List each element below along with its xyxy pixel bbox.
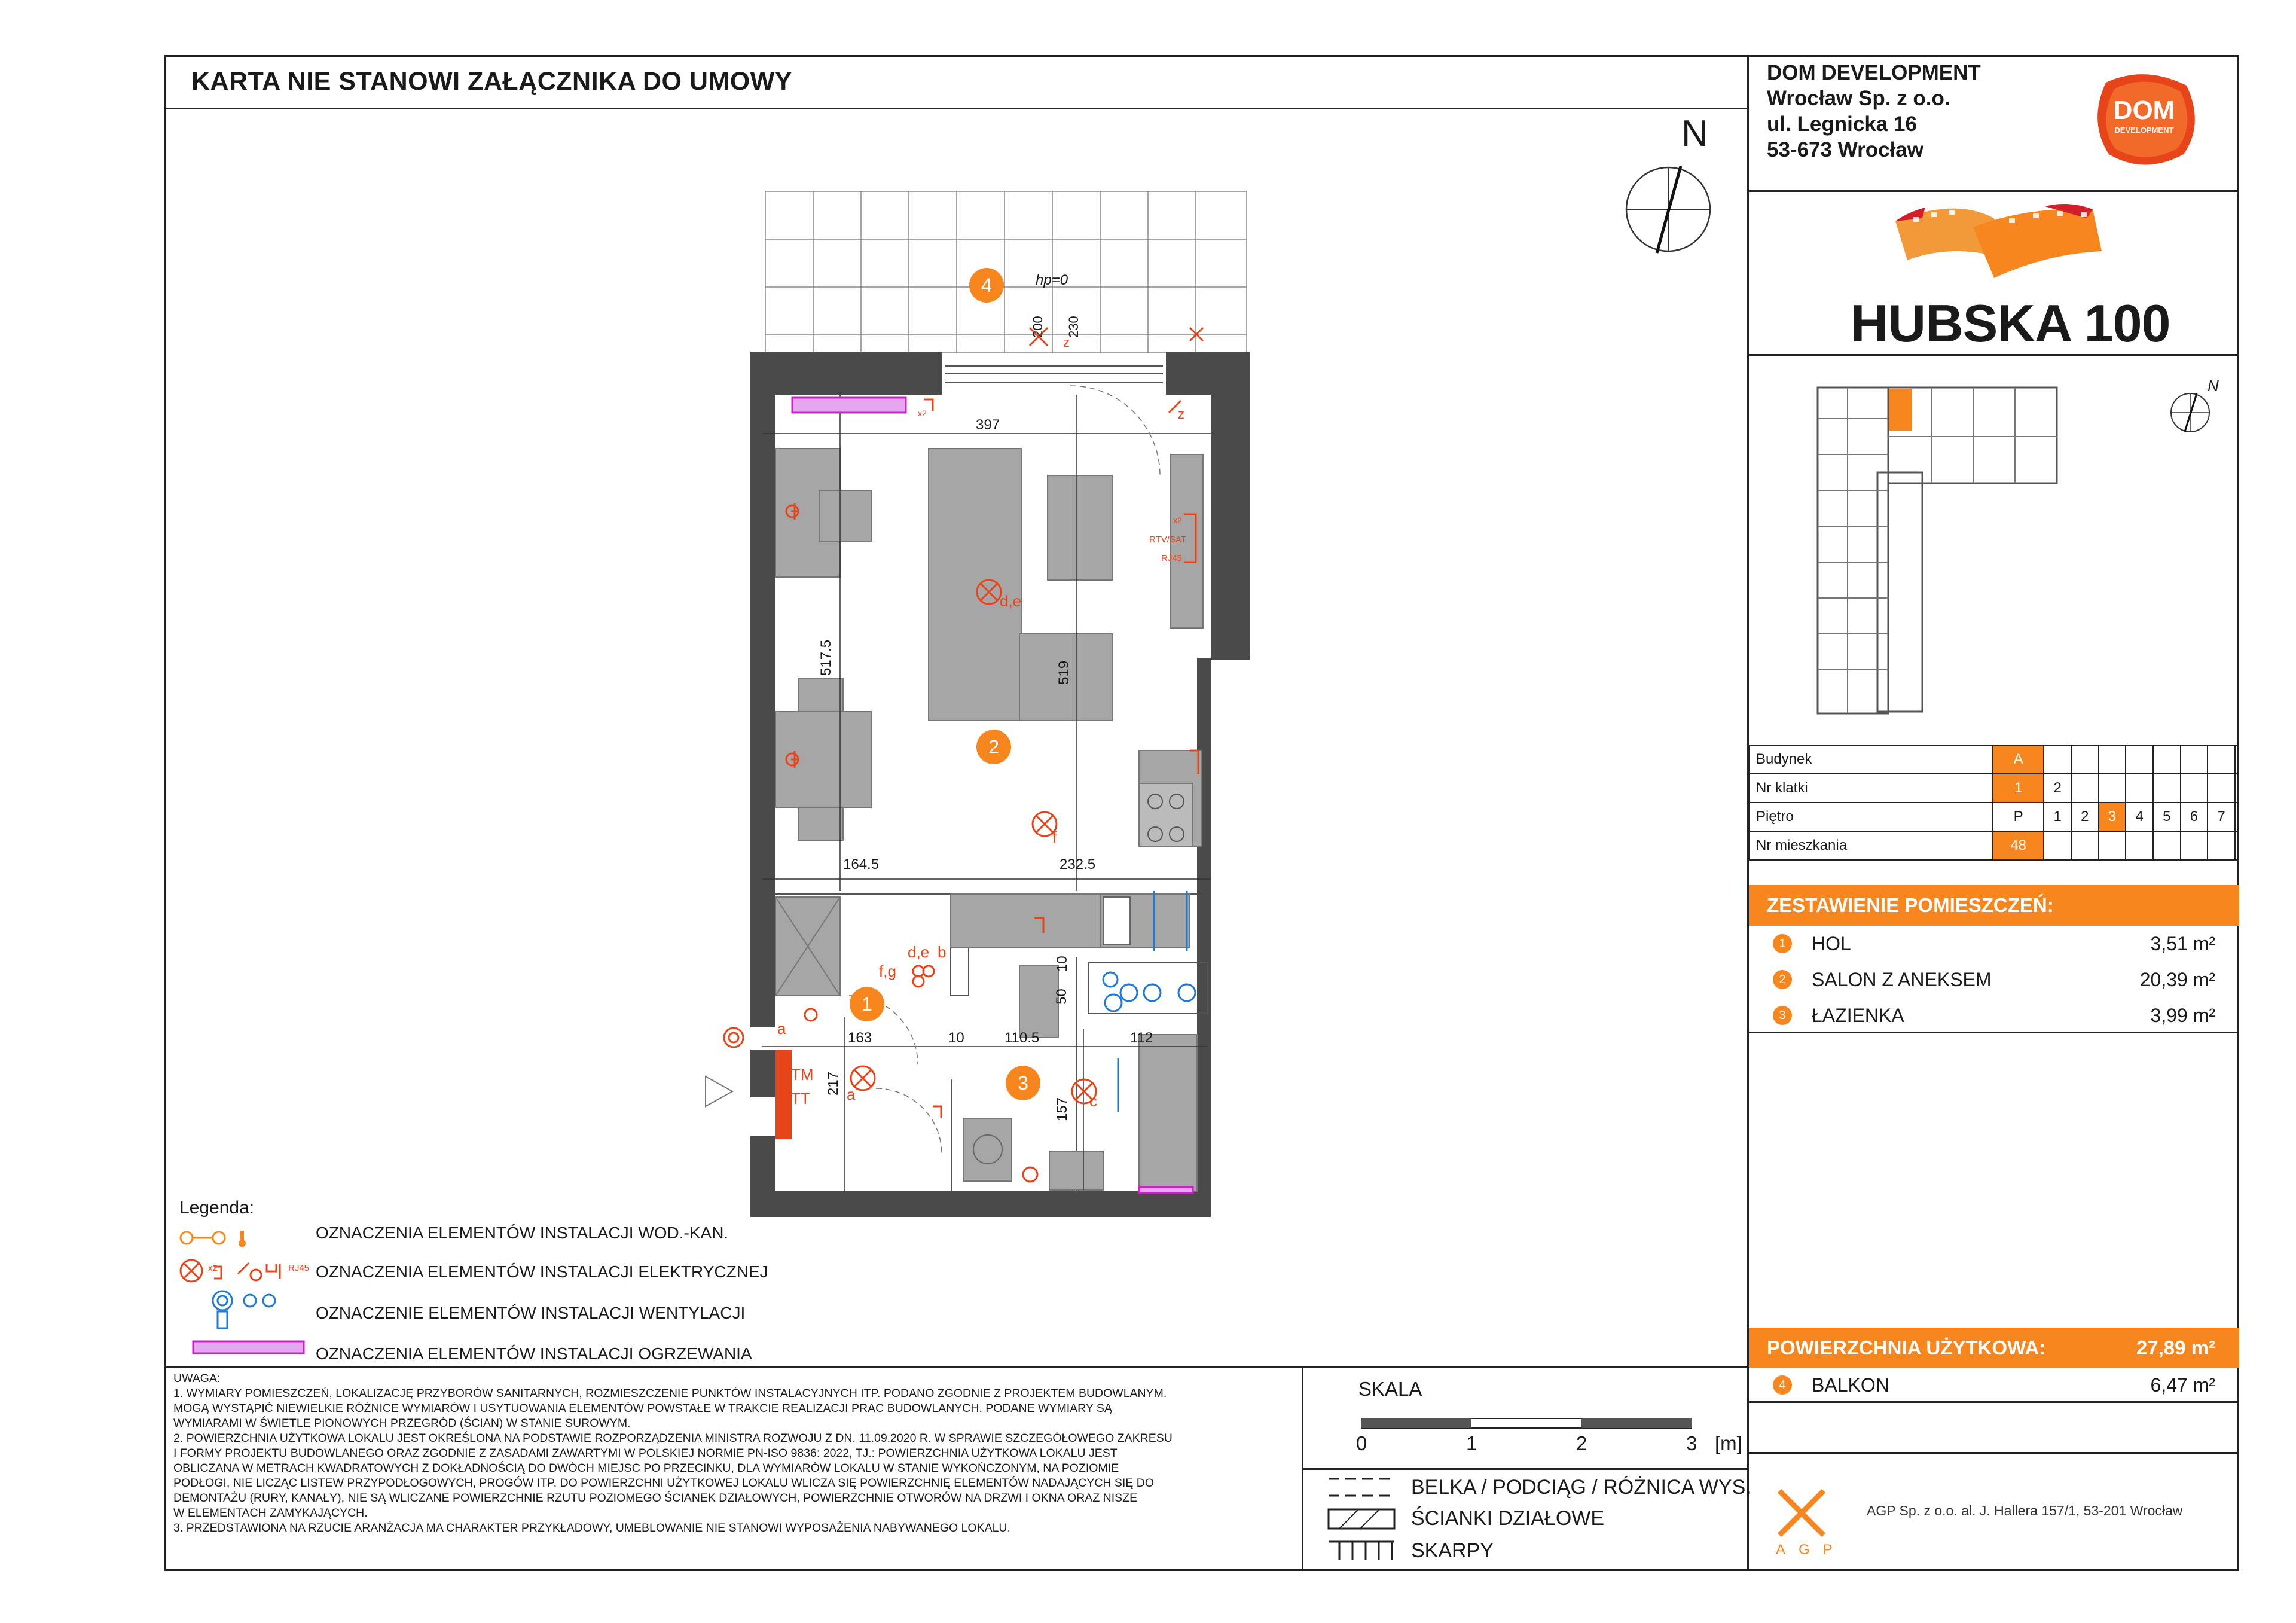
room-row	[1749, 963, 2239, 997]
dom-development-logo	[2088, 71, 2202, 169]
dim-50: 50	[1054, 989, 1070, 1005]
note-line: PODŁOGI, NIE LICZĄC LISTEW PRZYPODŁOGOWYCH, PROGÓW ITP. DO POWIERZCHNI UŻYTKOWEJ LOKALU WLICZA SIĘ POWIERZCHNIĘ ELEMENTÓW NADAJĄCYCH SIĘ DO	[173, 1476, 1154, 1490]
room-num: 1	[1773, 934, 1792, 953]
location-cell	[2126, 774, 2153, 803]
partition-key-icon	[1327, 1507, 1396, 1531]
label-de-hall: d,e	[908, 943, 930, 961]
scale-tick-2: 2	[1576, 1432, 1587, 1454]
location-row	[1750, 745, 2239, 774]
dim-10-a: 10	[948, 1030, 964, 1046]
room-name: SALON Z ANEKSEM	[1812, 969, 1992, 990]
scale-bar	[1360, 1417, 1695, 1430]
location-label: Budynek	[1750, 745, 1993, 774]
room-area: 3,99 m²	[2150, 1005, 2215, 1026]
footer-divider	[164, 1366, 1749, 1368]
water-install-icon	[178, 1226, 256, 1250]
location-cell	[2153, 831, 2181, 860]
logo-dom-text: DOM	[2113, 96, 2175, 125]
location-cell	[2208, 831, 2235, 860]
note-line: MOGĄ WYSTĄPIĆ NIEWIELKIE RÓŻNICE WYMIARÓW I USYTUOWANIA ELEMENTÓW POWSTAŁE W TRAKCIE REALIZACJI PRAC BUDOWLANYCH. PODANE WYMIARY SĄ	[173, 1402, 1112, 1415]
room-pin-1: 1	[850, 987, 884, 1021]
note-line: I FORMY PROJEKTU BUDOWLANEGO ORAZ ZGODNIE Z ZASADAMI ZAWARTYMI W POLSKIEJ NORMIE PN-ISO 9836: 2022, TJ.: POWIERZCHNIA UŻYTKOWA LOKALU JEST	[173, 1447, 1118, 1460]
scale-unit: [m]	[1715, 1432, 1742, 1454]
location-cell	[2181, 831, 2208, 860]
balcony-area: 6,47 m²	[2150, 1374, 2215, 1396]
balcony-num: 4	[1773, 1375, 1792, 1395]
company-line4: 53-673 Wrocław	[1767, 138, 1923, 161]
logo-development-text: DEVELOPMENT	[2114, 126, 2174, 135]
balcony-tiles	[765, 191, 1247, 353]
dim-217: 217	[825, 1071, 841, 1096]
location-cell	[2181, 774, 2208, 803]
note-line: 3. PRZEDSTAWIONA NA RZUCIE ARANŻACJA MA CHARAKTER PRZYKŁADOWY, UMEBLOWANIE NIE STANOWI WYPOSAŻENIA NABYWANEGO LOKALU.	[173, 1521, 1010, 1534]
company-address	[1767, 60, 1981, 163]
company-name: DOM DEVELOPMENT	[1767, 61, 1981, 84]
legend-rj45-label: RJ45	[288, 1263, 310, 1273]
dim-163: 163	[848, 1030, 872, 1046]
ventilation-install-icon	[209, 1289, 287, 1337]
architect-address: AGP Sp. z o.o. al. J. Hallera 157/1, 53-201 Wrocław	[1867, 1503, 2183, 1518]
dim-10-b: 10	[1054, 956, 1070, 972]
location-cell	[2099, 745, 2126, 774]
location-cell: 2	[2044, 774, 2071, 803]
balcony-row	[1749, 1368, 2239, 1403]
room-area: 3,51 m²	[2150, 933, 2215, 954]
key-slopes: SKARPY	[1411, 1539, 1494, 1562]
tt-label: TT	[791, 1090, 810, 1108]
dim-200: 200	[1030, 316, 1045, 338]
location-cell	[2044, 745, 2071, 774]
note-line: DEMONTAŻU (RURY, KANAŁY), NIE SĄ WLICZANE POWIERZCHNIE RZUTU POZIOMEGO ŚCIANEK DZIAŁOWYCH, POWIERZCHNIE OTWORÓW NA DRZWI I OKNA ORAZ NISZE	[173, 1491, 1138, 1505]
label-x2-tv: x2	[1173, 515, 1182, 525]
dim-112: 112	[1130, 1030, 1153, 1046]
label-a-hall: a	[847, 1085, 856, 1103]
location-cell: 1	[2044, 803, 2071, 831]
sidebar-sep-2	[1749, 354, 2239, 356]
slope-key-icon	[1327, 1538, 1396, 1562]
balcony-name: BALKON	[1812, 1374, 1889, 1396]
dim-157: 157	[1054, 1097, 1070, 1121]
room-pin-2: 2	[976, 730, 1011, 764]
room-area: 20,39 m²	[2139, 969, 2215, 990]
note-line: 2. POWIERZCHNIA UŻYTKOWA LOKALU JEST OKREŚLONA NA PODSTAWIE ROZPORZĄDZENIA MINISTRA ROZWOJU Z DN. 11.09.2020 R. W SPRAWIE SZCZEGÓŁOWEGO ZAKRESU	[173, 1432, 1173, 1445]
beam-key-icon	[1327, 1475, 1396, 1499]
location-cell: 5	[2153, 803, 2181, 831]
location-cell	[2044, 831, 2071, 860]
legend-x2-label: x2	[208, 1263, 218, 1273]
scale-tick-1: 1	[1466, 1432, 1477, 1454]
label-z-balcony: z	[1063, 335, 1070, 350]
location-cell	[2235, 774, 2239, 803]
key-plan	[1812, 383, 2081, 718]
sidebar-sep-1	[1749, 190, 2239, 192]
location-cell: 7	[2208, 803, 2235, 831]
location-cell	[2071, 745, 2099, 774]
sidebar-sep-3	[1749, 1452, 2239, 1454]
room-num: 3	[1773, 1006, 1792, 1025]
agp-logo-icon	[1775, 1486, 1828, 1540]
legend-heating: OZNACZENIA ELEMENTÓW INSTALACJI OGRZEWANIA	[316, 1344, 752, 1363]
note-line: OBLICZANA W METRACH KWADRATOWYCH Z DOKŁADNOŚCIĄ DO DWÓCH MIEJSC PO PRZECINKU, DLA WYMIARÓW LOKALU W STANIE WYKOŃCZONYM, NA POZIOMIE	[173, 1462, 1119, 1475]
room-pin-4: 4	[969, 268, 1004, 303]
legend-ventilation: OZNACZENIE ELEMENTÓW INSTALACJI WENTYLACJI	[316, 1304, 746, 1322]
usable-area-bar	[1749, 1328, 2239, 1368]
location-cell	[2153, 774, 2181, 803]
heating-install-icon	[190, 1337, 310, 1357]
room-name: HOL	[1812, 933, 1851, 954]
keyplan-north-label: N	[2208, 377, 2219, 395]
room-pin-3: 3	[1006, 1066, 1040, 1100]
location-cell	[2153, 745, 2181, 774]
location-cell	[2235, 831, 2239, 860]
location-cell	[2099, 774, 2126, 803]
location-cell: A	[1993, 745, 2044, 774]
room-row	[1749, 999, 2239, 1033]
location-cell: 1	[1993, 774, 2044, 803]
tm-label: TM	[791, 1066, 814, 1084]
dim-230: 230	[1066, 316, 1081, 338]
scale-title: SKALA	[1358, 1378, 1422, 1400]
label-x2-radiator: x2	[918, 408, 927, 418]
dim-164-5: 164.5	[843, 856, 880, 872]
location-cell	[2181, 745, 2208, 774]
film-strip-icon	[1889, 194, 2105, 290]
location-cell	[2208, 774, 2235, 803]
note-line: UWAGA:	[173, 1372, 221, 1385]
room-name: ŁAZIENKA	[1812, 1005, 1904, 1026]
page-title: KARTA NIE STANOWI ZAŁĄCZNIKA DO UMOWY	[191, 67, 793, 96]
location-cell: 6	[2181, 803, 2208, 831]
location-cell: 2	[2071, 803, 2099, 831]
room-row	[1749, 927, 2239, 962]
note-line: 1. WYMIARY POMIESZCZEŃ, LOKALIZACJĘ PRZYBORÓW SANITARNYCH, ROZMIESZCZENIE PUNKTÓW INSTALACYJNYCH ITP. PODANO ZGODNIE Z PROJEKTEM BUDOWLANYM.	[173, 1387, 1167, 1400]
location-cell	[2071, 831, 2099, 860]
note-line: W ELEMENTACH ZAMYKAJĄCYCH.	[173, 1506, 368, 1520]
dim-519: 519	[1056, 660, 1072, 685]
label-a-entry: a	[777, 1020, 786, 1038]
label-fg: f,g	[879, 962, 896, 980]
agp-logo-text: AGP	[1776, 1542, 1846, 1558]
hp-label: hp=0	[1036, 272, 1068, 288]
location-label: Nr klatki	[1750, 774, 1993, 803]
rtv-sat-label: RTV/SAT	[1149, 535, 1186, 545]
location-cell	[2126, 831, 2153, 860]
footer-split-2	[1302, 1468, 1749, 1470]
location-cell	[2235, 803, 2239, 831]
room-num: 2	[1773, 970, 1792, 989]
label-b: b	[938, 943, 947, 961]
note-line: WYMIARAMI W ŚWIETLE PIONOWYCH PRZEGRÓD (ŚCIAN) W STANIE SUROWYM.	[173, 1417, 631, 1430]
location-row	[1750, 831, 2239, 860]
location-cell	[2071, 774, 2099, 803]
keyplan-north-icon	[2169, 392, 2211, 434]
location-cell	[2235, 745, 2239, 774]
scale-tick-3: 3	[1686, 1432, 1697, 1454]
location-cell: 4	[2126, 803, 2153, 831]
project-name: HUBSKA 100	[1851, 294, 2170, 353]
location-cell	[2126, 745, 2153, 774]
scale-tick-0: 0	[1356, 1432, 1367, 1454]
company-line3: ul. Legnicka 16	[1767, 112, 1917, 136]
dim-397: 397	[976, 417, 1000, 433]
label-f: f	[1052, 828, 1057, 846]
label-c-bath: c	[1089, 1092, 1097, 1110]
label-de-main: d,e	[1000, 592, 1022, 610]
label-z-room: z	[1178, 407, 1184, 422]
location-row	[1750, 803, 2239, 831]
location-table	[1749, 745, 2239, 861]
location-label: Piętro	[1750, 803, 1993, 831]
location-cell: 3	[2099, 803, 2126, 831]
legend-electrical: OZNACZENIA ELEMENTÓW INSTALACJI ELEKTRYCZNEJ	[316, 1262, 768, 1281]
legend-water: OZNACZENIA ELEMENTÓW INSTALACJI WOD.-KAN.	[316, 1224, 729, 1242]
company-line2: Wrocław Sp. z o.o.	[1767, 87, 1950, 110]
location-label: Nr mieszkania	[1750, 831, 1993, 860]
key-partitions: ŚCIANKI DZIAŁOWE	[1411, 1507, 1605, 1530]
location-cell	[2099, 831, 2126, 860]
rj45-label: RJ45	[1161, 553, 1183, 563]
dim-110-5: 110.5	[1004, 1030, 1040, 1046]
notes-block	[173, 1371, 1292, 1536]
usable-area-label: POWIERZCHNIA UŻYTKOWA:	[1767, 1337, 2046, 1359]
rooms-header: ZESTAWIENIE POMIESZCZEŃ:	[1749, 885, 2239, 926]
location-cell	[2208, 745, 2235, 774]
location-cell: 48	[1993, 831, 2044, 860]
north-label: N	[1681, 113, 1708, 154]
location-row	[1750, 774, 2239, 803]
location-cell: P	[1993, 803, 2044, 831]
usable-area-value: 27,89 m²	[2136, 1337, 2215, 1359]
key-beam: BELKA / PODCIĄG / RÓŻNICA WYS.	[1411, 1476, 1751, 1499]
legend-title: Legenda:	[179, 1198, 255, 1218]
dim-517-5: 517.5	[818, 639, 834, 676]
dim-232-5: 232.5	[1060, 856, 1096, 872]
